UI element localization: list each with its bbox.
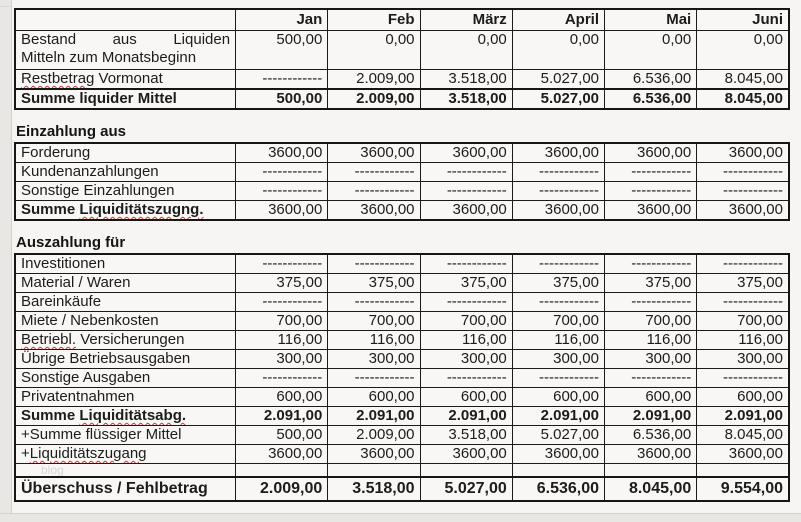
cell-value: 3600,00 (697, 201, 789, 221)
table-row-miete-nebenkosten (15, 312, 789, 331)
table-einzahlungen (14, 142, 790, 221)
row-label (15, 201, 236, 221)
cell-value: 700,00 (512, 312, 604, 331)
cell-value: ------------ (420, 163, 512, 182)
label-word: aus (112, 31, 137, 48)
cell-value: ------------ (512, 163, 604, 182)
cell-value: 700,00 (605, 312, 697, 331)
cell-value: 3600,00 (697, 445, 789, 464)
cell-value: 3600,00 (512, 445, 604, 464)
month-header-jan: Jan (236, 9, 328, 31)
cell-value: ------------ (420, 182, 512, 201)
cell-value: 0,00 (697, 31, 789, 70)
cell-value: 116,00 (420, 331, 512, 350)
cell-value: 8.045,00 (697, 70, 789, 90)
cell-value: ------------ (236, 182, 328, 201)
table-row-summe-liquiditaetsabgang (15, 407, 789, 426)
cell-value (605, 464, 697, 478)
label-word: Liquiden (173, 31, 231, 48)
label-text: + (21, 445, 30, 462)
cell-value: 600,00 (512, 388, 604, 407)
cell-value: 3600,00 (697, 143, 789, 163)
margin-gridline (0, 6, 11, 7)
cell-value: 500,00 (236, 426, 328, 445)
cell-value: 300,00 (697, 350, 789, 369)
table-row-summe-liquiditaetszugang (15, 201, 789, 221)
cell-value: 375,00 (605, 274, 697, 293)
cell-value: ------------ (697, 182, 789, 201)
row-label (15, 182, 236, 201)
row-label (15, 477, 236, 501)
label-text: +Summe flüssiger Mittel (21, 426, 182, 443)
cell-value: 6.536,00 (512, 477, 604, 501)
bottom-page-margin (0, 513, 801, 522)
cell-value: ------------ (328, 163, 420, 182)
table-row-investitionen (15, 254, 789, 274)
cell-value: 3600,00 (328, 201, 420, 221)
cell-value: ------------ (328, 182, 420, 201)
cell-value: ------------ (605, 163, 697, 182)
label-text: Privatentnahmen (21, 388, 135, 405)
cell-value: 2.009,00 (328, 426, 420, 445)
cell-value: 0,00 (420, 31, 512, 70)
cell-value: 8.045,00 (605, 477, 697, 501)
cell-value: 375,00 (236, 274, 328, 293)
cell-value: 5.027,00 (512, 89, 604, 109)
cell-value: 500,00 (236, 89, 328, 109)
table-row-material-waren (15, 274, 789, 293)
table-row-summe-liquider-mittel (15, 89, 789, 109)
spellcheck-squiggle-word: Liquiditätszugng. (79, 201, 204, 218)
cell-value: 0,00 (328, 31, 420, 70)
label-text: Summe (21, 201, 80, 218)
cell-value: 2.091,00 (328, 407, 420, 426)
month-header-maerz: März (420, 9, 512, 31)
cell-value: 600,00 (420, 388, 512, 407)
cell-value: 300,00 (420, 350, 512, 369)
cell-value: 3600,00 (236, 201, 328, 221)
cell-value: 2.009,00 (328, 89, 420, 109)
cell-value: 600,00 (697, 388, 789, 407)
row-label (15, 70, 236, 90)
table-row-kundenanzahlungen (15, 163, 789, 182)
cell-value: 2.091,00 (512, 407, 604, 426)
label-text: Sonstige Ausgaben (21, 369, 151, 386)
cell-value: ------------ (328, 293, 420, 312)
label-text: Investitionen (21, 255, 106, 272)
cell-value: ------------ (236, 254, 328, 274)
spellcheck-squiggle-word: Liquiditätszugang (29, 445, 147, 462)
row-label (15, 89, 236, 109)
label-text: Sonstige Einzahlungen (21, 182, 175, 199)
cell-value: 0,00 (512, 31, 604, 70)
row-label (15, 369, 236, 388)
row-label (15, 331, 236, 350)
cell-value: ------------ (236, 70, 328, 90)
cell-value: 6.536,00 (605, 70, 697, 90)
cell-value: 5.027,00 (512, 70, 604, 90)
cell-value: ------------ (697, 293, 789, 312)
cell-value: 6.536,00 (605, 426, 697, 445)
cell-value: 2.009,00 (236, 477, 328, 501)
cell-value: 600,00 (605, 388, 697, 407)
table-liquide-mittel (14, 8, 790, 110)
corner-header-cell (15, 9, 236, 31)
label-text: Summe liquider Mittel (21, 90, 177, 107)
label-text: Material / Waren (21, 274, 131, 291)
cell-value: ------------ (420, 293, 512, 312)
cell-value (328, 464, 420, 478)
label-text: Versicherungen (76, 331, 185, 348)
cell-value: 700,00 (328, 312, 420, 331)
cell-value: 116,00 (328, 331, 420, 350)
cell-value (420, 464, 512, 478)
cell-value: 9.554,00 (697, 477, 789, 501)
cell-value: 5.027,00 (512, 426, 604, 445)
cell-value: ------------ (512, 254, 604, 274)
row-label (15, 445, 236, 464)
cell-value: 3.518,00 (328, 477, 420, 501)
row-label (15, 163, 236, 182)
cell-value: ------------ (512, 293, 604, 312)
cell-value: ------------ (328, 369, 420, 388)
table-row-summe-fluessiger-mittel (15, 426, 789, 445)
spellcheck-squiggle-word: Liquiditätsabg. (79, 407, 187, 424)
month-header-juni: Juni (697, 9, 789, 31)
cell-value: 300,00 (236, 350, 328, 369)
cell-value: 700,00 (236, 312, 328, 331)
table-row-restbetrag-vormonat (15, 70, 789, 90)
cell-value: 2.091,00 (236, 407, 328, 426)
cell-value: ------------ (512, 369, 604, 388)
cell-value (236, 464, 328, 478)
cell-value: 8.045,00 (697, 89, 789, 109)
cell-value: 3600,00 (236, 445, 328, 464)
table-row-ueberschuss-fehlbetrag (15, 477, 789, 501)
row-label (15, 312, 236, 331)
cell-value: ------------ (697, 254, 789, 274)
table-row-liquiditaetszugang (15, 445, 789, 464)
label-text: Kundenanzahlungen (21, 163, 159, 180)
cell-value: ------------ (697, 163, 789, 182)
cell-value: 3.518,00 (420, 426, 512, 445)
table-row-sonstige-ausgaben (15, 369, 789, 388)
cell-value: ------------ (236, 163, 328, 182)
label-text: Vormonat (94, 70, 163, 87)
cell-value: ------------ (605, 369, 697, 388)
table-row-leerzeile (15, 464, 789, 478)
cell-value (697, 464, 789, 478)
spellcheck-squiggle-word: Restbetrag (21, 70, 95, 87)
cell-value: 116,00 (605, 331, 697, 350)
row-label (15, 274, 236, 293)
table-row-bestand-monatsbeginn (15, 31, 789, 70)
cell-value: 300,00 (328, 350, 420, 369)
cell-value: 3600,00 (420, 143, 512, 163)
label-text: Forderung (21, 144, 91, 161)
cell-value: 116,00 (697, 331, 789, 350)
month-header-row (15, 9, 789, 31)
cell-value: 2.091,00 (605, 407, 697, 426)
label-text: Übrige Betriebsausgaben (21, 350, 191, 367)
month-header-feb: Feb (328, 9, 420, 31)
label-line2: Mitteln zum Monatsbeginn (21, 49, 197, 66)
cell-value: 6.536,00 (605, 89, 697, 109)
cell-value: 3.518,00 (420, 89, 512, 109)
cell-value: 116,00 (512, 331, 604, 350)
table-row-bareinkaeufe (15, 293, 789, 312)
cell-value: ------------ (420, 254, 512, 274)
cell-value: 3600,00 (512, 201, 604, 221)
cell-value: 700,00 (420, 312, 512, 331)
cell-value: ------------ (236, 369, 328, 388)
left-page-margin (0, 0, 12, 522)
cell-value: ------------ (420, 369, 512, 388)
month-header-mai: Mai (605, 9, 697, 31)
label-text: Bareinkäufe (21, 293, 102, 310)
row-label (15, 293, 236, 312)
cell-value: 3600,00 (605, 143, 697, 163)
table-row-forderung (15, 143, 789, 163)
cell-value: ------------ (605, 293, 697, 312)
row-label (15, 350, 236, 369)
cell-value: 0,00 (605, 31, 697, 70)
cell-value: 300,00 (512, 350, 604, 369)
plan-content (14, 8, 790, 502)
row-label (15, 254, 236, 274)
cell-value: 3600,00 (328, 445, 420, 464)
row-label (15, 388, 236, 407)
cell-value: 3600,00 (420, 445, 512, 464)
cell-value: ------------ (512, 182, 604, 201)
cell-value: ------------ (236, 293, 328, 312)
row-label (15, 143, 236, 163)
cell-value: 2.091,00 (697, 407, 789, 426)
row-label (15, 464, 236, 478)
cell-value (512, 464, 604, 478)
cell-value: 700,00 (697, 312, 789, 331)
cell-value: ------------ (697, 369, 789, 388)
cell-value: 3600,00 (328, 143, 420, 163)
table-row-betriebl-versicherungen (15, 331, 789, 350)
cell-value: 3600,00 (605, 445, 697, 464)
cell-value: ------------ (605, 254, 697, 274)
row-label (15, 31, 236, 70)
cell-value: 3600,00 (605, 201, 697, 221)
cell-value: 3.518,00 (420, 70, 512, 90)
section-title-einzahlung: Einzahlung aus (16, 123, 127, 140)
cell-value: 2.009,00 (328, 70, 420, 90)
cell-value: 375,00 (697, 274, 789, 293)
cell-value: ------------ (328, 254, 420, 274)
cell-value: 375,00 (512, 274, 604, 293)
cell-value: 3600,00 (512, 143, 604, 163)
cell-value: 116,00 (236, 331, 328, 350)
label-text: Miete / Nebenkosten (21, 312, 159, 329)
label-text: Überschuss / Fehlbetrag (21, 480, 208, 497)
table-row-uebrige-betriebsausgaben (15, 350, 789, 369)
cell-value: 375,00 (328, 274, 420, 293)
cell-value: 2.091,00 (420, 407, 512, 426)
cell-value: 5.027,00 (420, 477, 512, 501)
cell-value: 3600,00 (420, 201, 512, 221)
cell-value: 3600,00 (236, 143, 328, 163)
table-auszahlungen (14, 253, 790, 502)
cell-value: 600,00 (328, 388, 420, 407)
cell-value: 500,00 (236, 31, 328, 70)
row-label (15, 426, 236, 445)
month-header-april: April (512, 9, 604, 31)
cell-value: 600,00 (236, 388, 328, 407)
table-row-privatentnahmen (15, 388, 789, 407)
section-title-auszahlung: Auszahlung für (16, 234, 126, 251)
row-label (15, 407, 236, 426)
cell-value: 300,00 (605, 350, 697, 369)
cell-value: 8.045,00 (697, 426, 789, 445)
cell-value: 375,00 (420, 274, 512, 293)
label-word: Bestand (21, 31, 77, 48)
label-text: Summe (21, 407, 80, 424)
watermark-text: blog (41, 463, 64, 477)
spellcheck-squiggle-word: Betriebl. (21, 331, 77, 348)
table-row-sonstige-einzahlungen (15, 182, 789, 201)
cell-value: ------------ (605, 182, 697, 201)
